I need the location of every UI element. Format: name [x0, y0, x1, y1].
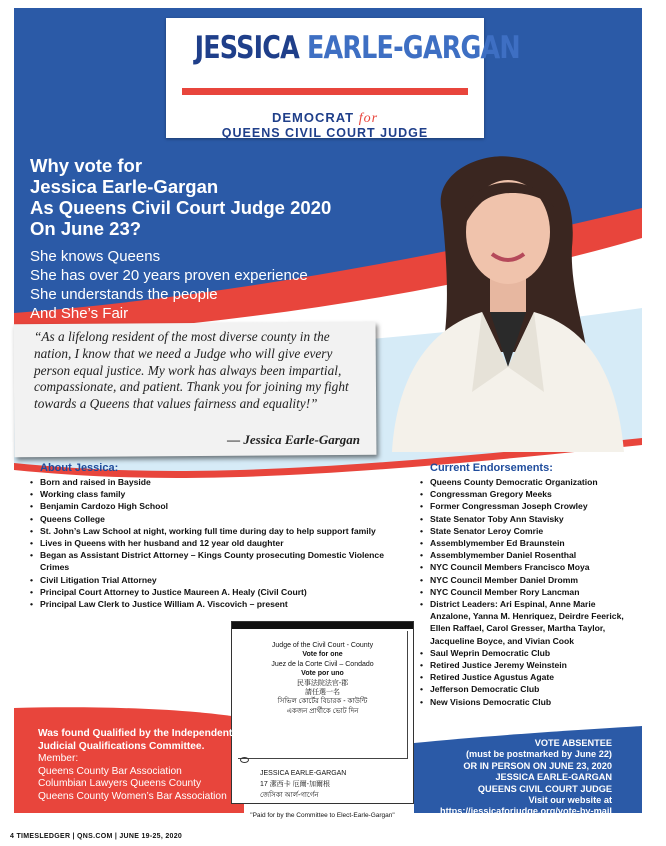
- ballot-line: Vote por uno: [301, 670, 344, 678]
- list-item: • Lives in Queens with her husband and 12 year old daughter: [30, 537, 390, 549]
- ballot-line: সিভিল কোর্টের বিচারক - কাউন্টি: [277, 698, 368, 706]
- list-item: • Benjamin Cardozo High School: [30, 500, 390, 512]
- key-points: [30, 247, 370, 323]
- list-item: • Retired Justice Agustus Agate: [420, 671, 635, 683]
- logo-last-name: EARLE-GARGAN: [306, 30, 520, 66]
- logo-party-line: [166, 110, 484, 127]
- vote-website-link[interactable]: https://jessicaforjudge.org/vote-by-mail: [439, 806, 612, 817]
- logo-card: [166, 18, 520, 140]
- list-item: • Jefferson Democratic Club: [420, 683, 635, 695]
- ballot-line: Vote for one: [302, 651, 343, 659]
- qualified-line: Judicial Qualifications Committee.: [38, 740, 205, 752]
- member-label: Member:: [38, 753, 79, 765]
- ballot-oval: [240, 757, 249, 763]
- vote-line: Visit our website at: [528, 795, 612, 806]
- list-item: • Retired Justice Jeremy Weinstein: [420, 659, 635, 671]
- list-item: • NYC Council Member Daniel Dromm: [420, 574, 635, 586]
- vote-info: [430, 738, 612, 818]
- vote-line: (must be postmarked by June 22): [465, 749, 612, 760]
- member-org: Queens County Women’s Bar Association: [38, 790, 227, 802]
- list-item: • Congressman Gregory Meeks: [420, 488, 635, 500]
- ballot-line: একজন প্রার্থীকে ভোট দিন: [286, 707, 359, 715]
- about-title: About Jessica:: [40, 462, 119, 474]
- list-item: • NYC Council Member Rory Lancman: [420, 586, 635, 598]
- headline-line: As Queens Civil Court Judge 2020: [30, 197, 332, 218]
- headline: [30, 155, 370, 239]
- list-item: • Principal Law Clerk to Justice William A. Viscovich – present: [30, 598, 390, 610]
- list-item: • St. John’s Law School at night, working full time during day to help support family: [30, 525, 390, 537]
- list-item: • Assemblymember Daniel Rosenthal: [420, 549, 635, 561]
- ballot-candidate-chinese: 17 潔西卡 厄爾-加爾根: [260, 781, 331, 788]
- list-item: • New Visions Democratic Club: [420, 696, 635, 708]
- list-item: • Civil Litigation Trial Attorney: [30, 574, 390, 586]
- list-item: • State Senator Leroy Comrie: [420, 525, 635, 537]
- sample-ballot: [231, 621, 414, 804]
- headline-line: Why vote for: [30, 155, 143, 176]
- quote-text: “As a lifelong resident of the most diverse county in the nation, I know that we need a Judge who will give every person equal justice. My work has always been impartial, compassionate, and patient. Thank you for joining my fight towards a Queens that values fairness and equality!”: [34, 329, 349, 412]
- key-point: She has over 20 years proven experience: [30, 267, 308, 284]
- page-footer: 4 TIMESLEDGER | QNS.COM | JUNE 19-25, 2020: [10, 833, 183, 840]
- list-item: • Assemblymember Ed Braunstein: [420, 537, 635, 549]
- candidate-photo: [372, 152, 634, 452]
- qualified-line: Was found Qualified by the Independent: [38, 728, 233, 739]
- ballot-line: Judge of the Civil Court - County: [271, 642, 374, 649]
- list-item: • State Senator Toby Ann Stavisky: [420, 513, 635, 525]
- key-point: She knows Queens: [30, 248, 161, 265]
- qualified-box: [38, 728, 238, 804]
- ballot-candidate: [238, 768, 410, 801]
- vote-line: VOTE ABSENTEE: [534, 738, 612, 748]
- list-item: • Queens College: [30, 513, 390, 525]
- ballot-candidate-bengali: জেসিকা আর্ল-গার্গেন: [260, 792, 319, 799]
- ballot-line: Juez de la Corte Civil – Condado: [271, 660, 374, 668]
- ballot-line: 民事法院法官-郡: [296, 679, 349, 687]
- quote-author: — Jessica Earle-Gargan: [227, 432, 360, 447]
- ballot-top-bar: [232, 622, 413, 629]
- headline-line: Jessica Earle-Gargan: [30, 176, 219, 197]
- logo-office: QUEENS CIVIL COURT JUDGE: [221, 126, 429, 140]
- about-list: [30, 476, 390, 610]
- list-item: • Saul Weprin Democratic Club: [420, 647, 635, 659]
- candidate-logo-name: [194, 30, 520, 66]
- logo-red-bar: [182, 88, 468, 95]
- endorsements-list: [420, 476, 635, 708]
- key-point: And She’s Fair: [30, 305, 129, 322]
- member-org: Columbian Lawyers Queens County: [38, 778, 202, 790]
- list-item: • NYC Council Members Francisco Moya: [420, 561, 635, 573]
- list-item: • Born and raised in Bayside: [30, 476, 390, 488]
- ballot-candidate-name: JESSICA EARLE-GARGAN: [260, 770, 347, 777]
- list-item: • District Leaders: Ari Espinal, Anne Marie Anzalone, Yanna M. Henriquez, Deirdre Feerick, Ellen Raffael, Carol Gresser, Martha Taylor, Jacqueline Boyce, and Vivian Cook: [420, 598, 635, 647]
- list-item: • Working class family: [30, 488, 390, 500]
- list-item: • Queens County Democratic Organization: [420, 476, 635, 488]
- list-item: • Principal Court Attorney to Justice Maureen A. Healy (Civil Court): [30, 586, 390, 598]
- logo-party: DEMOCRAT: [271, 110, 355, 125]
- ballot-header: [232, 641, 413, 716]
- logo-for: for: [358, 111, 379, 126]
- vote-line: JESSICA EARLE-GARGAN: [495, 772, 612, 783]
- list-item: • Began as Assistant District Attorney – Kings County prosecuting Domestic Violence Crimes: [30, 549, 390, 573]
- vote-line: OR IN PERSON ON JUNE 23, 2020: [463, 760, 612, 771]
- headline-line: On June 23?: [30, 218, 142, 239]
- key-point: She understands the people: [30, 286, 218, 303]
- ballot-line: 請任選一名: [305, 689, 340, 697]
- vote-line: QUEENS CIVIL COURT JUDGE: [477, 783, 612, 794]
- list-item: • Former Congressman Joseph Crowley: [420, 500, 635, 512]
- endorsements-title: Current Endorsements:: [430, 462, 553, 474]
- logo-first-name: JESSICA: [194, 30, 299, 66]
- paid-for-notice: "Paid for by the Committee to Elect-Earle-Gargan": [250, 812, 395, 819]
- member-org: Queens County Bar Association: [38, 765, 182, 777]
